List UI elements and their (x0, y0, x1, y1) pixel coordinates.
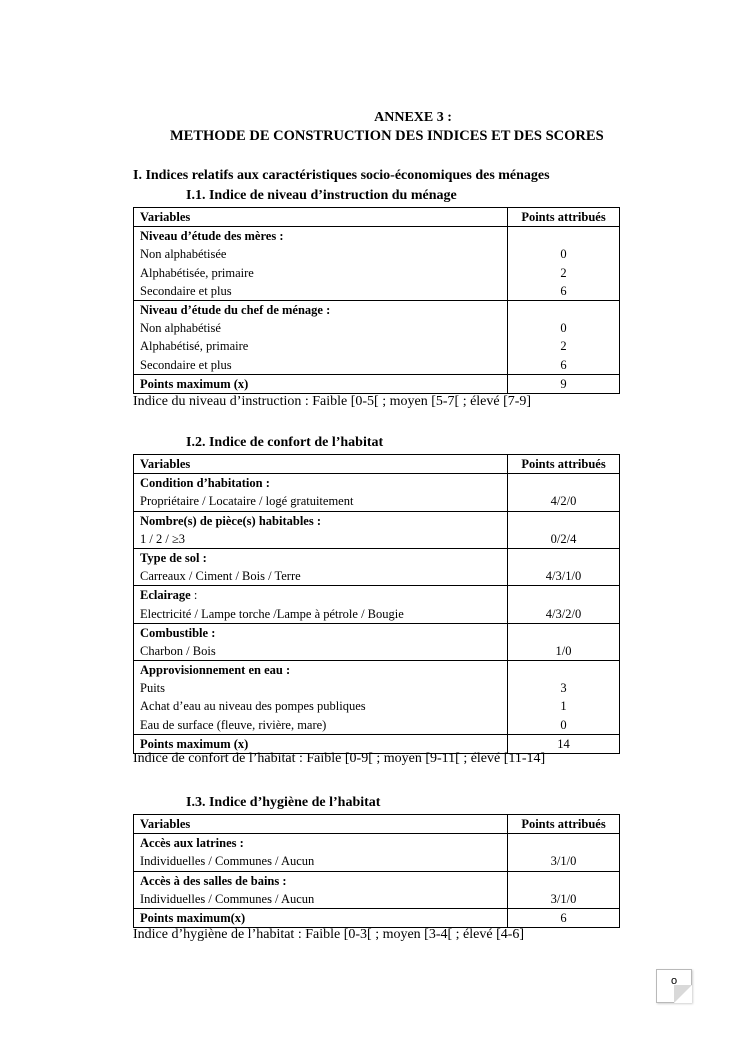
confort-table (133, 454, 620, 754)
points-value: 4/3/1/0 (545, 569, 582, 584)
index-scale-note: Indice de confort de l’habitat : Faible [0-9[ ; moyen [9-11[ ; élevé [11-14] (133, 751, 546, 766)
option-label: Electricité / Lampe torche /Lampe à pétrole / Bougie (140, 606, 404, 621)
group-label: Niveau d’étude du chef de ménage : (140, 302, 331, 317)
table-row (134, 834, 620, 871)
points-value: 6 (560, 357, 567, 372)
page-fold-icon (674, 985, 692, 1003)
table-row (134, 871, 620, 908)
table-header-row (134, 208, 620, 227)
option-label: Propriétaire / Locataire / logé gratuitement (140, 494, 354, 509)
option-label: Alphabétisée, primaire (140, 265, 254, 280)
table-row (134, 661, 620, 735)
points-value: 3/1/0 (550, 854, 577, 869)
points-cell (508, 548, 620, 585)
table-row (134, 474, 620, 511)
table-header-row (134, 455, 620, 474)
variable-cell (134, 474, 508, 511)
points-value: 3 (560, 681, 567, 696)
subsection-heading-hygiene: I.3. Indice d’hygiène de l’habitat (186, 795, 381, 810)
page-number-box (656, 969, 692, 1003)
group-label: Combustible : (140, 625, 216, 640)
points-value: 4/3/2/0 (545, 606, 582, 621)
index-scale-note: Indice d’hygiène de l’habitat : Faible [0-3[ ; moyen [3-4[ ; élevé [4-6] (133, 927, 525, 942)
table-row (134, 300, 620, 374)
option-label: Carreaux / Ciment / Bois / Terre (140, 569, 301, 584)
column-header-points: Points attribués (508, 815, 620, 834)
option-label: Secondaire et plus (140, 357, 232, 372)
group-label: Accès aux latrines : (140, 836, 244, 851)
variable-cell (134, 586, 508, 623)
variable-cell (134, 227, 508, 301)
table-row (134, 227, 620, 301)
max-value: 6 (508, 908, 620, 927)
option-label: Non alphabétisée (140, 247, 227, 262)
points-value: 2 (560, 265, 567, 280)
table-header-row (134, 815, 620, 834)
points-value: 0 (560, 247, 567, 262)
table-row (134, 548, 620, 585)
option-label: Puits (140, 681, 166, 696)
option-label: Secondaire et plus (140, 283, 232, 298)
annex-label: ANNEXE 3 : (374, 110, 452, 125)
variable-cell (134, 300, 508, 374)
points-value: 1/0 (555, 643, 572, 658)
points-cell (508, 623, 620, 660)
variable-cell (134, 548, 508, 585)
points-cell (508, 586, 620, 623)
option-label: Alphabétisé, primaire (140, 339, 249, 354)
max-value: 14 (508, 734, 620, 753)
points-value: 2 (560, 339, 567, 354)
option-label: Individuelles / Communes / Aucun (140, 891, 315, 906)
points-value: 1 (560, 699, 567, 714)
group-label: Eclairage (140, 588, 191, 603)
subsection-heading-confort: I.2. Indice de confort de l’habitat (186, 435, 384, 450)
table-row (134, 511, 620, 548)
points-cell (508, 834, 620, 871)
variable-cell (134, 511, 508, 548)
points-cell (508, 300, 620, 374)
points-cell (508, 661, 620, 735)
points-value: 3/1/0 (550, 891, 577, 906)
group-label: Niveau d’étude des mères : (140, 229, 284, 244)
group-label: Condition d’habitation : (140, 476, 270, 491)
index-scale-note: Indice du niveau d’instruction : Faible [0-5[ ; moyen [5-7[ ; élevé [7-9] (133, 394, 532, 409)
group-label-suffix: : (190, 588, 198, 603)
points-cell (508, 474, 620, 511)
table-row (134, 586, 620, 623)
option-label: Non alphabétisé (140, 321, 221, 336)
points-value: 6 (560, 283, 567, 298)
max-label: Points maximum(x) (134, 908, 508, 927)
max-label: Points maximum (x) (134, 734, 508, 753)
points-cell (508, 871, 620, 908)
hygiene-table (133, 814, 620, 928)
column-header-variables: Variables (134, 815, 508, 834)
page-number: o (670, 975, 678, 987)
group-label: Accès à des salles de bains : (140, 873, 287, 888)
option-label: Eau de surface (fleuve, rivière, mare) (140, 717, 327, 732)
option-label: Charbon / Bois (140, 643, 216, 658)
subsection-heading-instruction: I.1. Indice de niveau d’instruction du ménage (186, 188, 457, 203)
variable-cell (134, 871, 508, 908)
points-value: 0/2/4 (550, 531, 577, 546)
section-heading: I. Indices relatifs aux caractéristiques socio-économiques des ménages (133, 168, 550, 183)
variable-cell (134, 623, 508, 660)
max-label: Points maximum (x) (134, 374, 508, 393)
table-row-max (134, 374, 620, 393)
group-label: Type de sol : (140, 550, 207, 565)
column-header-points: Points attribués (508, 208, 620, 227)
table-row-max (134, 908, 620, 927)
table-row (134, 623, 620, 660)
points-value: 4/2/0 (550, 494, 577, 509)
group-label: Nombre(s) de pièce(s) habitables : (140, 513, 321, 528)
group-label: Approvisionnement en eau : (140, 663, 291, 678)
column-header-points: Points attribués (508, 455, 620, 474)
column-header-variables: Variables (134, 208, 508, 227)
points-cell (508, 227, 620, 301)
max-value: 9 (508, 374, 620, 393)
column-header-variables: Variables (134, 455, 508, 474)
points-cell (508, 511, 620, 548)
points-value: 0 (560, 321, 567, 336)
points-value: 0 (560, 717, 567, 732)
variable-cell (134, 834, 508, 871)
option-label: 1 / 2 / ≥3 (140, 531, 186, 546)
instruction-table (133, 207, 620, 394)
variable-cell (134, 661, 508, 735)
page-title: METHODE DE CONSTRUCTION DES INDICES ET DES SCORES (170, 128, 604, 144)
option-label: Achat d’eau au niveau des pompes publiques (140, 699, 366, 714)
option-label: Individuelles / Communes / Aucun (140, 854, 315, 869)
